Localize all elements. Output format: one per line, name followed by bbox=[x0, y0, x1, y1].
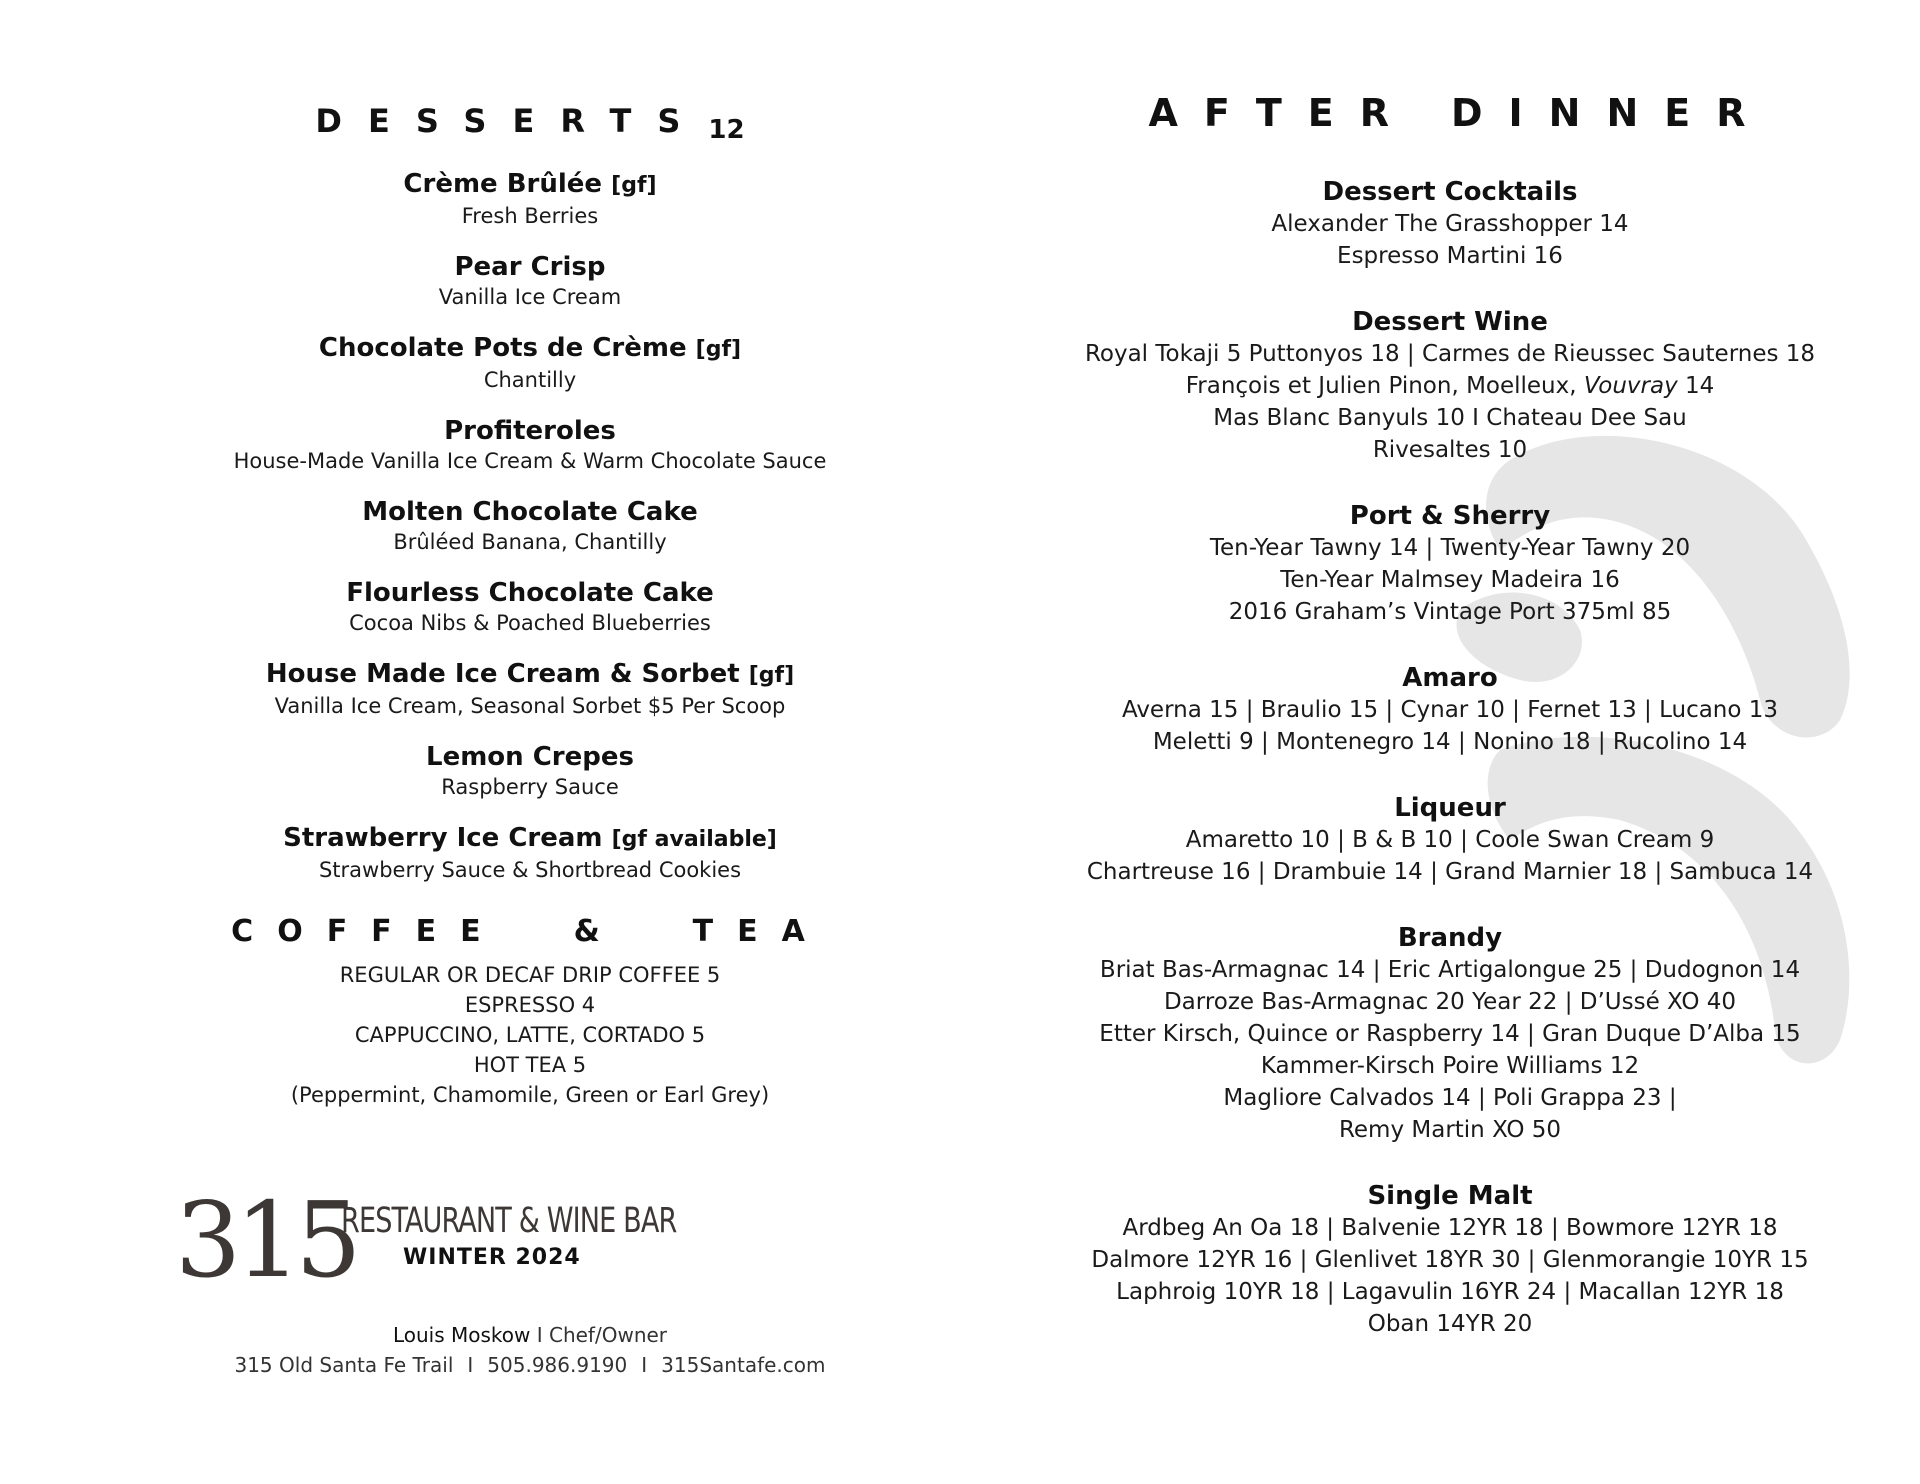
drink-line: Ten-Year Tawny 14 | Twenty-Year Tawny 20 bbox=[1209, 535, 1691, 561]
dessert-name-text: House Made Ice Cream & Sorbet bbox=[265, 659, 740, 689]
dessert-item bbox=[220, 251, 840, 311]
dessert-item bbox=[220, 168, 840, 230]
dessert-name-text: Strawberry Ice Cream bbox=[283, 823, 603, 853]
left-column bbox=[220, 100, 840, 1110]
desserts-title: DESSERTS bbox=[315, 102, 707, 140]
after-dinner-heading bbox=[1080, 90, 1820, 136]
drink-line: Kammer-Kirsch Poire Williams 12 bbox=[1260, 1053, 1640, 1079]
drink-section bbox=[1080, 500, 1820, 628]
separator: I bbox=[641, 1353, 648, 1377]
dessert-name bbox=[220, 658, 840, 692]
tea-heading-word: TEA bbox=[692, 914, 829, 949]
dessert-description: Chantilly bbox=[483, 368, 577, 392]
logo-number: 315 bbox=[175, 1179, 356, 1301]
drink-line: Ten-Year Malmsey Madeira 16 bbox=[1280, 567, 1620, 593]
drink-line: Royal Tokaji 5 Puttonyos 18 | Carmes de Rieussec Sauternes 18 bbox=[1084, 341, 1816, 367]
drink-line: Rivesaltes 10 bbox=[1372, 437, 1528, 463]
owner-title: I Chef/Owner bbox=[536, 1323, 668, 1347]
dietary-tag: [gf] bbox=[748, 663, 795, 688]
dessert-description: Fresh Berries bbox=[461, 204, 599, 228]
dessert-item bbox=[220, 415, 840, 475]
drink-line: Mas Blanc Banyuls 10 I Chateau Dee Sau bbox=[1213, 405, 1687, 431]
coffee-tea-heading bbox=[220, 912, 840, 952]
dessert-name-text: Molten Chocolate Cake bbox=[362, 497, 698, 527]
drink-line-part: François et Julien Pinon, Moelleux, bbox=[1185, 373, 1584, 399]
drink-line: Darroze Bas-Armagnac 20 Year 22 | D’Ussé XO 40 bbox=[1163, 989, 1737, 1015]
right-column bbox=[1080, 90, 1820, 1374]
dessert-item bbox=[220, 496, 840, 556]
coffee-line: ESPRESSO 4 bbox=[464, 993, 596, 1017]
coffee-heading-word: COFFEE bbox=[231, 914, 505, 949]
section-title: Port & Sherry bbox=[1349, 501, 1551, 531]
drink-line: Briat Bas-Armagnac 14 | Eric Artigalongue 25 | Dudognon 14 bbox=[1099, 957, 1801, 983]
drink-line: Amaretto 10 | B & B 10 | Coole Swan Cream 9 bbox=[1185, 827, 1715, 853]
desserts-price: 12 bbox=[708, 115, 745, 145]
dessert-name bbox=[220, 496, 840, 528]
drink-section bbox=[1080, 792, 1820, 888]
dessert-description: Vanilla Ice Cream bbox=[438, 285, 622, 309]
drink-section bbox=[1080, 922, 1820, 1146]
dietary-tag: [gf] bbox=[611, 173, 657, 198]
dessert-name-text: Profiteroles bbox=[444, 416, 616, 446]
drink-section bbox=[1080, 1180, 1820, 1340]
website-link[interactable]: 315Santafe.com bbox=[661, 1353, 826, 1377]
dessert-item bbox=[220, 822, 840, 884]
dessert-name bbox=[220, 251, 840, 283]
coffee-list bbox=[220, 960, 840, 1110]
separator: I bbox=[467, 1353, 474, 1377]
owner-line bbox=[220, 1320, 840, 1350]
address: 315 Old Santa Fe Trail bbox=[234, 1353, 454, 1377]
logo-name: RESTAURANT & WINE BAR bbox=[341, 1201, 677, 1241]
dessert-name bbox=[220, 415, 840, 447]
menu-season: WINTER 2024 bbox=[403, 1245, 581, 1270]
dessert-item bbox=[220, 577, 840, 637]
dessert-item bbox=[220, 332, 840, 394]
drink-line: 2016 Graham’s Vintage Port 375ml 85 bbox=[1228, 599, 1672, 625]
dessert-item bbox=[220, 741, 840, 801]
dessert-description: Cocoa Nibs & Poached Blueberries bbox=[349, 611, 711, 635]
dessert-name-text: Flourless Chocolate Cake bbox=[346, 578, 714, 608]
dessert-name bbox=[220, 822, 840, 856]
drink-line: Etter Kirsch, Quince or Raspberry 14 | Gran Duque D’Alba 15 bbox=[1099, 1021, 1801, 1047]
drink-line: Ardbeg An Oa 18 | Balvenie 12YR 18 | Bowmore 12YR 18 bbox=[1122, 1215, 1778, 1241]
dietary-tag: [gf available] bbox=[611, 827, 777, 852]
contact-info bbox=[220, 1320, 840, 1380]
restaurant-logo bbox=[175, 1179, 795, 1301]
dessert-description: House-Made Vanilla Ice Cream & Warm Chocolate Sauce bbox=[233, 449, 827, 473]
drink-section bbox=[1080, 662, 1820, 758]
drink-line: Espresso Martini 16 bbox=[1337, 243, 1563, 269]
dessert-item bbox=[220, 658, 840, 720]
dessert-description: Vanilla Ice Cream, Seasonal Sorbet $5 Per Scoop bbox=[274, 694, 786, 718]
drink-line: Oban 14YR 20 bbox=[1367, 1311, 1533, 1337]
drink-line: Averna 15 | Braulio 15 | Cynar 10 | Fernet 13 | Lucano 13 bbox=[1121, 697, 1779, 723]
drink-line: Chartreuse 16 | Drambuie 14 | Grand Marnier 18 | Sambuca 14 bbox=[1086, 859, 1814, 885]
dinner-heading-word: DINNER bbox=[1451, 91, 1772, 135]
coffee-heading-amp: & bbox=[573, 914, 624, 949]
coffee-line: HOT TEA 5 bbox=[473, 1053, 587, 1077]
owner-name: Louis Moskow bbox=[392, 1323, 531, 1347]
phone: 505.986.9190 bbox=[487, 1353, 628, 1377]
after-heading-word: AFTER bbox=[1148, 91, 1415, 135]
dessert-name bbox=[220, 332, 840, 366]
section-title: Dessert Cocktails bbox=[1322, 177, 1578, 207]
drink-line: Remy Martin XO 50 bbox=[1338, 1117, 1562, 1143]
after-dinner-sections bbox=[1080, 176, 1820, 1340]
drink-line: Meletti 9 | Montenegro 14 | Nonino 18 | Rucolino 14 bbox=[1152, 729, 1748, 755]
coffee-line: CAPPUCCINO, LATTE, CORTADO 5 bbox=[354, 1023, 706, 1047]
dessert-name bbox=[220, 577, 840, 609]
coffee-line: (Peppermint, Chamomile, Green or Earl Grey) bbox=[290, 1083, 770, 1107]
section-title: Amaro bbox=[1402, 663, 1498, 693]
appellation-italic: Vouvray bbox=[1583, 373, 1678, 399]
dessert-name bbox=[220, 741, 840, 773]
dessert-name bbox=[220, 168, 840, 202]
desserts-heading bbox=[220, 100, 840, 145]
section-title: Dessert Wine bbox=[1352, 307, 1548, 337]
drink-line: Magliore Calvados 14 | Poli Grappa 23 | bbox=[1223, 1085, 1677, 1111]
drink-line-part: 14 bbox=[1677, 373, 1715, 399]
dessert-description: Brûléed Banana, Chantilly bbox=[393, 530, 667, 554]
drink-section bbox=[1080, 176, 1820, 272]
dessert-name-text: Pear Crisp bbox=[454, 252, 606, 282]
coffee-line: REGULAR OR DECAF DRIP COFFEE 5 bbox=[339, 963, 721, 987]
address-line bbox=[220, 1350, 840, 1380]
drink-line bbox=[1080, 370, 1820, 402]
section-title: Single Malt bbox=[1367, 1181, 1533, 1211]
dessert-description: Raspberry Sauce bbox=[441, 775, 619, 799]
section-title: Liqueur bbox=[1394, 793, 1506, 823]
drink-line: Dalmore 12YR 16 | Glenlivet 18YR 30 | Glenmorangie 10YR 15 bbox=[1091, 1247, 1809, 1273]
dessert-description: Strawberry Sauce & Shortbread Cookies bbox=[318, 858, 742, 882]
drink-line: Alexander The Grasshopper 14 bbox=[1271, 211, 1629, 237]
drink-section bbox=[1080, 306, 1820, 466]
dessert-name-text: Chocolate Pots de Crème bbox=[318, 333, 687, 363]
dietary-tag: [gf] bbox=[695, 337, 742, 362]
dessert-name-text: Lemon Crepes bbox=[426, 742, 634, 772]
dessert-list bbox=[220, 168, 840, 884]
dessert-name-text: Crème Brûlée bbox=[403, 169, 603, 199]
section-title: Brandy bbox=[1397, 923, 1503, 953]
drink-line: Laphroig 10YR 18 | Lagavulin 16YR 24 | Macallan 12YR 18 bbox=[1116, 1279, 1784, 1305]
